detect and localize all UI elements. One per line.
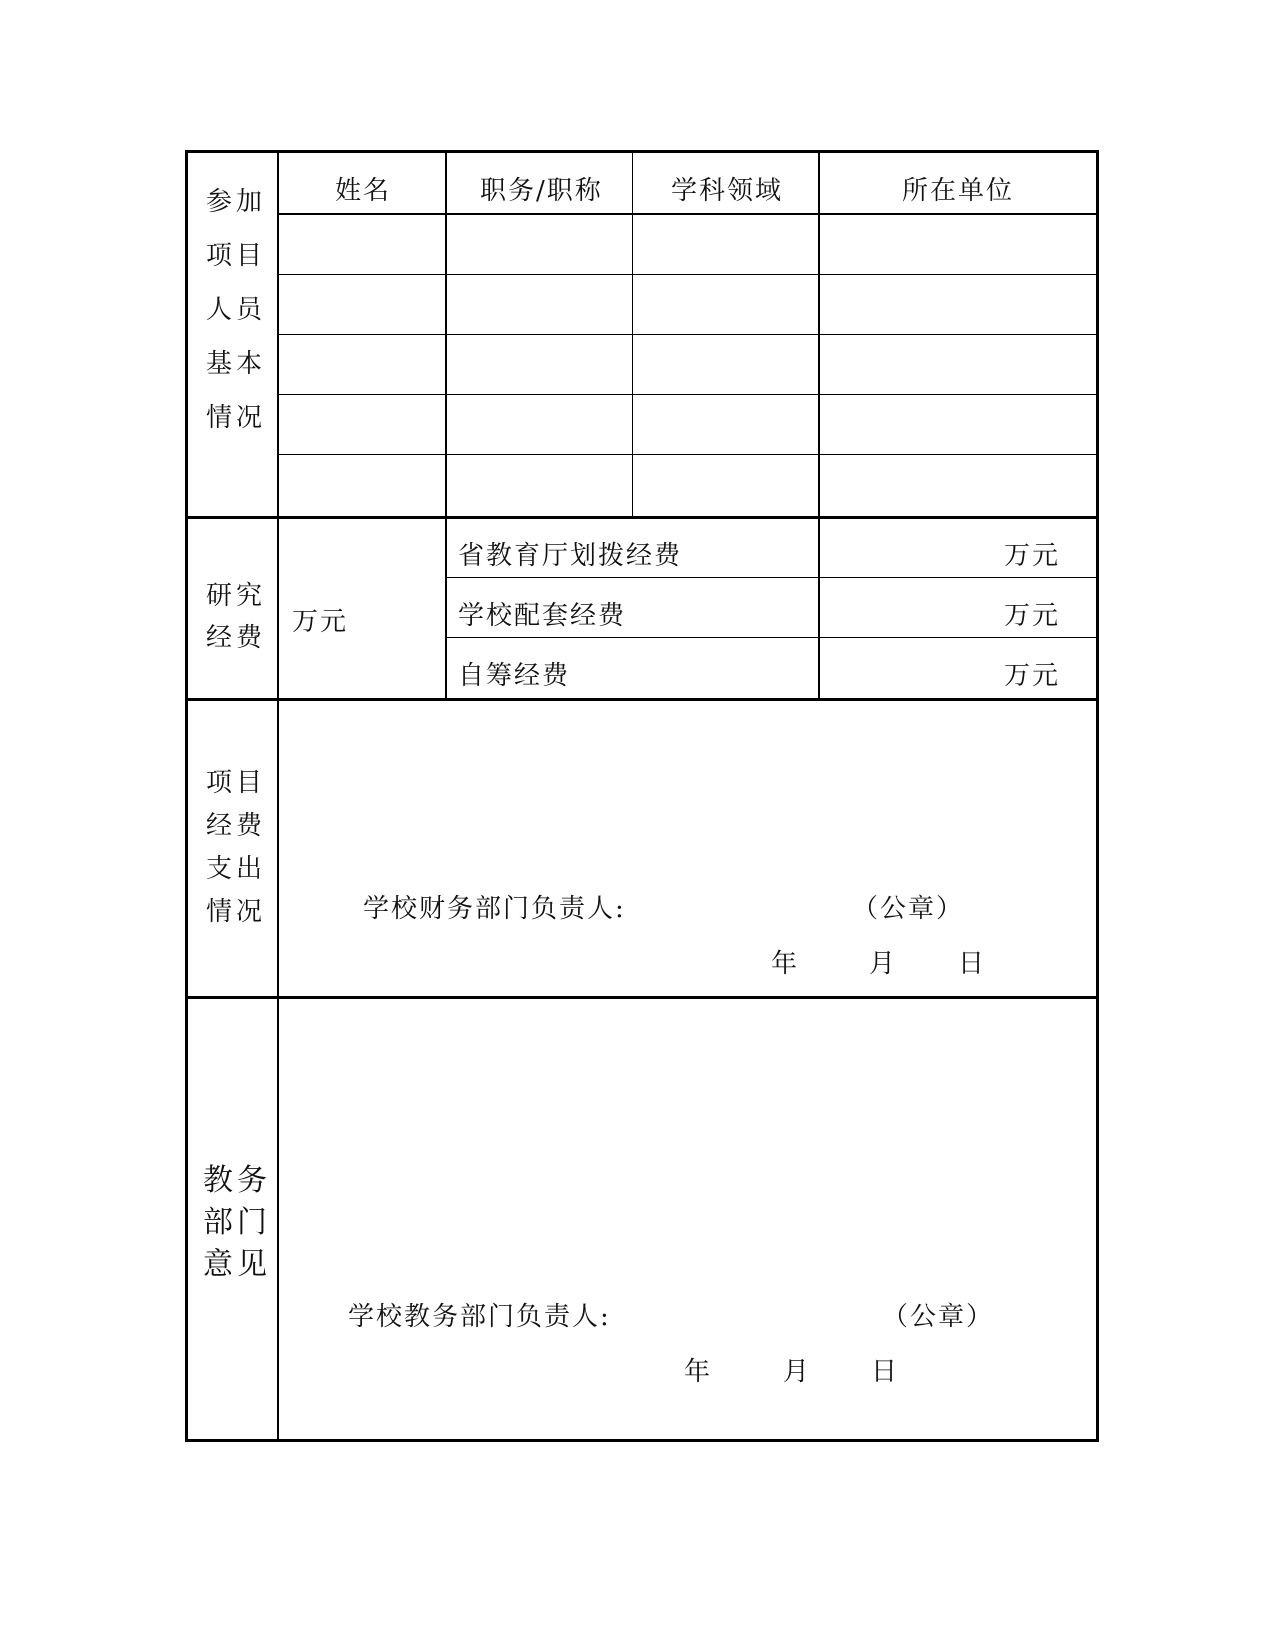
- header-title: 职务/职称: [480, 176, 603, 206]
- finance-signer-label: 学校财务部门负责人:: [363, 894, 626, 924]
- personnel-label-line: 参加: [206, 187, 267, 217]
- funding-label-line: 研究: [206, 581, 267, 611]
- header-organization: 所在单位: [902, 176, 1015, 206]
- personnel-label-line: 情况: [206, 403, 267, 433]
- section-divider: [188, 698, 1096, 701]
- academic-date-day: 日: [871, 1357, 900, 1387]
- opinion-label-line: 教务: [203, 1163, 271, 1198]
- section-divider: [188, 516, 1096, 519]
- label-column-divider: [277, 153, 279, 1439]
- funding-col-divider: [818, 519, 820, 698]
- expenditure-section-label: [206, 770, 266, 925]
- opinion-label-line: 部门: [203, 1205, 271, 1240]
- personnel-row-divider: [277, 394, 1099, 395]
- funding-row-divider: [447, 577, 1099, 578]
- funding-row-divider: [447, 637, 1099, 638]
- funding-label-line: 经费: [206, 623, 267, 653]
- funding-total-unit: 万元: [292, 607, 349, 637]
- funding-col-divider: [445, 519, 447, 698]
- opinion-section-label: [203, 1163, 271, 1282]
- academic-seal-label: （公章）: [882, 1302, 995, 1332]
- section-divider: [188, 996, 1096, 999]
- personnel-label-line: 项目: [206, 241, 267, 271]
- personnel-label-line: 基本: [206, 349, 267, 379]
- funding-item-unit: 万元: [1004, 661, 1061, 691]
- funding-item-name: 自筹经费: [458, 661, 571, 691]
- academic-date-year: 年: [684, 1357, 713, 1387]
- personnel-row-divider: [277, 454, 1099, 455]
- funding-item-unit: 万元: [1004, 601, 1061, 631]
- finance-date-day: 日: [958, 949, 987, 979]
- academic-signer-label: 学校教务部门负责人:: [348, 1302, 611, 1332]
- expenditure-label-line: 经费: [206, 811, 267, 841]
- funding-section-label: [206, 583, 266, 651]
- personnel-label-line: 人员: [206, 295, 267, 325]
- opinion-label-line: 意见: [203, 1247, 271, 1282]
- header-discipline: 学科领域: [671, 176, 784, 206]
- personnel-row-divider: [277, 274, 1099, 275]
- funding-item-name: 省教育厅划拨经费: [458, 541, 683, 571]
- expenditure-label-line: 情况: [206, 897, 267, 927]
- academic-date-month: 月: [783, 1357, 812, 1387]
- personnel-section-label: [206, 189, 266, 431]
- funding-item-unit: 万元: [1004, 541, 1061, 571]
- application-form-table: [185, 150, 1099, 1442]
- expenditure-label-line: 支出: [206, 854, 267, 884]
- finance-seal-label: （公章）: [852, 894, 965, 924]
- header-name: 姓名: [335, 176, 392, 206]
- personnel-row-divider: [277, 213, 1099, 215]
- finance-date-year: 年: [771, 949, 800, 979]
- expenditure-label-line: 项目: [206, 768, 267, 798]
- finance-date-month: 月: [869, 949, 898, 979]
- funding-item-name: 学校配套经费: [458, 601, 627, 631]
- personnel-row-divider: [277, 334, 1099, 335]
